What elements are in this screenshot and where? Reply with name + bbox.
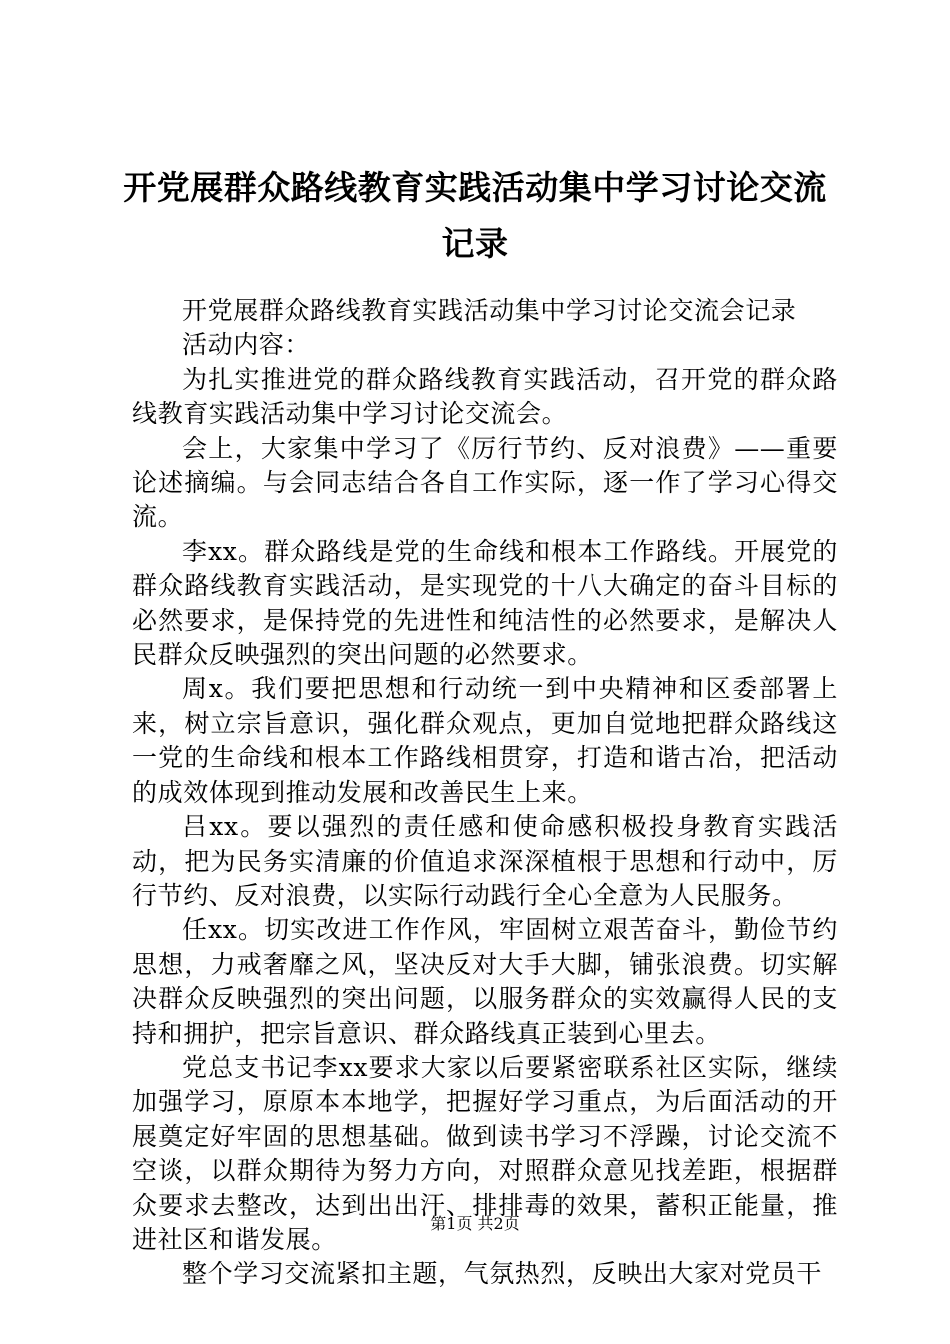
paragraph-speaker-lv: 吕xx。要以强烈的责任感和使命感积极投身教育实践活动，把为民务实清廉的价值追求深深植根于思想和行动中，厉行节约、反对浪费，以实际行动践行全心全意为人民服务。	[132, 812, 838, 910]
page-footer: 第1页 共2页	[430, 1214, 520, 1233]
paragraph-conclusion: 整个学习交流紧扣主题，气氛热烈，反映出大家对党员干	[182, 1259, 823, 1289]
paragraph-activity-content: 活动内容：	[182, 330, 311, 360]
paragraph-speaker-zhou: 周x。我们要把思想和行动统一到中央精神和区委部署上来，树立宗旨意识，强化群众观点，更加自觉地把群众路线这一党的生命线和根本工作路线相贯穿，打造和谐古冶，把活动的成效体现到推动发展和改善民生上来。	[132, 674, 838, 807]
paragraph-speaker-li: 李xx。群众路线是党的生命线和根本工作路线。开展党的群众路线教育实践活动，是实现党的十八大确定的奋斗目标的必然要求，是保持党的先进性和纯洁性的必然要求，是解决人民群众反映强烈的突出问题的必然要求。	[132, 536, 838, 670]
paragraph-meeting-summary: 会上，大家集中学习了《厉行节约、反对浪费》——重要论述摘编。与会同志结合各自工作实际，逐一作了学习心得交流。	[132, 433, 838, 532]
document-title: 开党展群众路线教育实践活动集中学习讨论交流记录	[123, 168, 827, 263]
paragraph-speaker-ren: 任xx。切实改进工作作风，牢固树立艰苦奋斗，勤俭节约思想，力戒奢靡之风，坚决反对大手大脚，铺张浪费。切实解决群众反映强烈的突出问题，以服务群众的实效赢得人民的支持和拥护，把宗旨意识、群众路线真正装到心里去。	[132, 915, 838, 1048]
paragraph-secretary-requirements: 党总支书记李xx要求大家以后要紧密联系社区实际，继续加强学习，原原本本地学，把握好学习重点，为后面活动的开展奠定好牢固的思想基础。做到读书学习不浮躁，讨论交流不空谈，以群众期待为努力方向，对照群众意见找差距，根据群众要求去整改，达到出出汗、排排毒的效果，蓄积正能量，推进社区和谐发展。	[132, 1052, 838, 1254]
paragraph-purpose: 为扎实推进党的群众路线教育实践活动，召开党的群众路线教育实践活动集中学习讨论交流会。	[132, 364, 838, 429]
paragraph-meeting-record: 开党展群众路线教育实践活动集中学习讨论交流会记录	[182, 296, 797, 325]
document-body	[132, 294, 838, 1292]
